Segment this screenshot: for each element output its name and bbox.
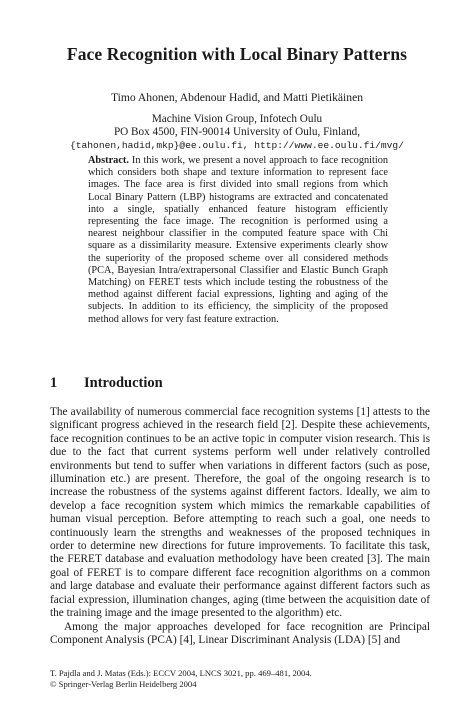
paper-title: Face Recognition with Local Binary Patterns	[66, 44, 408, 64]
section-number: 1	[50, 375, 58, 391]
affiliation-contact: {tahonen,hadid,mkp}@ee.oulu.fi, http://www.ee.oulu.fi/mvg/	[70, 140, 404, 151]
footer-note	[50, 668, 440, 689]
affiliation-block	[0, 113, 474, 152]
footer-citation: T. Pajdla and J. Matas (Eds.): ECCV 2004, LNCS 3021, pp. 469–481, 2004.	[50, 668, 312, 678]
abstract-label: Abstract.	[88, 155, 129, 166]
abstract	[88, 155, 388, 326]
paragraph: The availability of numerous commercial face recognition systems [1] attests to the significant progress achieved in the research field [2]. Despite these achievements, face recognition continues to be an active topic in computer vision research. This is due to the fact that current systems perform well under relatively controlled environments but tend to suffer when variations in different factors (such as pose, illumination etc.) are present. Therefore, the goal of the ongoing research is to increase the robustness of the systems against different factors. Ideally, we aim to develop a face recognition system which mimics the remarkable capabilities of human visual perception. Before attempting to reach such a goal, one needs to continuously learn the strengths and weaknesses of the proposed techniques in order to determine new directions for future improvements. To facilitate this task, the FERET database and evaluation methodology have been created [3]. The main goal of FERET is to compare different face recognition algorithms on a common and large database and evaluate their performance against different factors such as facial expression, illumination changes, aging (time between the acquisition date of the training image and the image presented to the algorithm) etc.	[50, 406, 430, 620]
footer-copyright: © Springer-Verlag Berlin Heidelberg 2004	[50, 678, 197, 689]
paragraph: Among the major approaches developed for face recognition are Principal Component Analysis (PCA) [4], Linear Discriminant Analysis (LDA) [5] and	[50, 620, 430, 646]
section-body	[50, 406, 430, 647]
affiliation-address: PO Box 4500, FIN-90014 University of Oulu, Finland,	[113, 126, 361, 138]
author-list: Timo Ahonen, Abdenour Hadid, and Matti Pietikäinen	[110, 91, 364, 104]
section-title: Introduction	[84, 375, 163, 391]
section-heading	[50, 375, 163, 392]
affiliation-line: Machine Vision Group, Infotech Oulu	[151, 113, 323, 125]
abstract-text: In this work, we present a novel approach to face recognition which considers both shape and texture information to represent face images. The face area is first divided into small regions from which Local Binary Pattern (LBP) histograms are extracted and concatenated into a single, spatially enhanced feature histogram efficiently representing the face image. The recognition is performed using a nearest neighbour classifier in the computed feature space with Chi square as a dissimilarity measure. Extensive experiments clearly show the superiority of the proposed scheme over all considered methods (PCA, Bayesian Intra/extrapersonal Classifier and Elastic Bunch Graph Matching) on FERET tests which include testing the robustness of the method against different facial expressions, lighting and aging of the subjects. In addition to its efficiency, the simplicity of the proposed method allows for very fast feature extraction.	[88, 155, 388, 325]
